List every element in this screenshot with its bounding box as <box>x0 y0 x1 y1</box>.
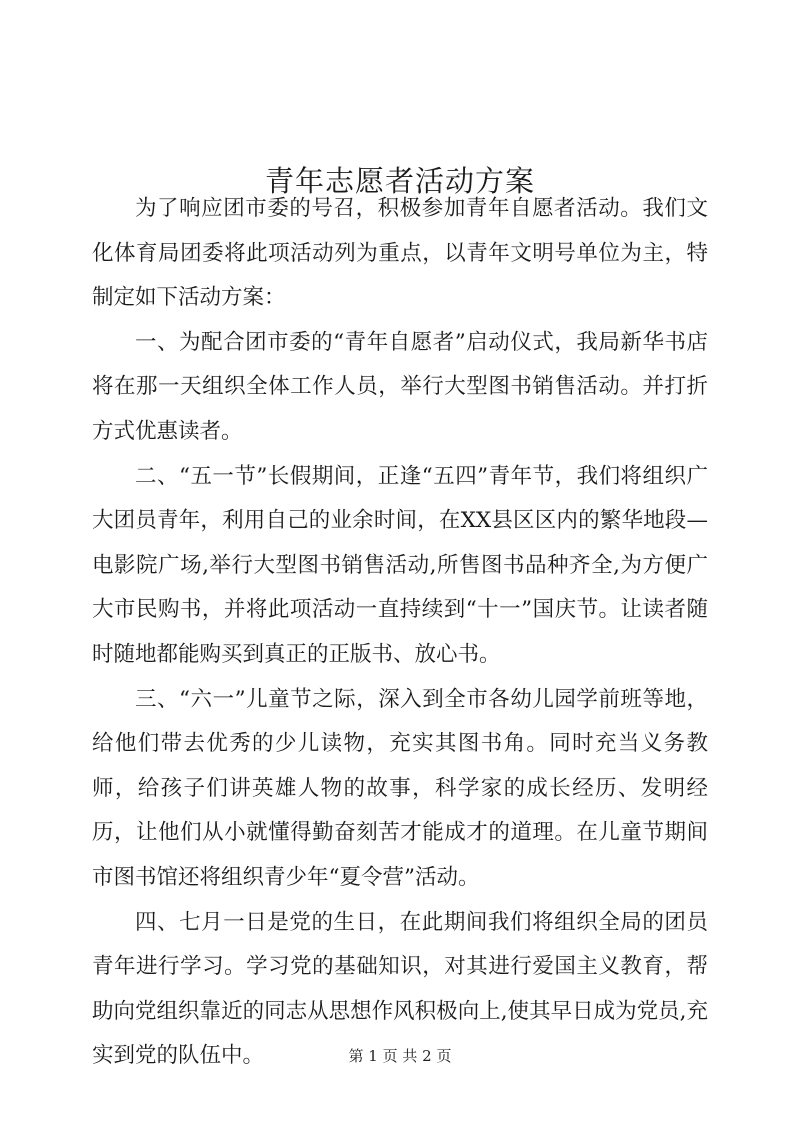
document-title: 青年志愿者活动方案 <box>264 164 535 199</box>
paragraph-item-3: 三、“六一”儿童节之际，深入到全市各幼儿园学前班等地，给他们带去优秀的少儿读物，充实其图书角。同时充当义务教师，给孩子们讲英雄人物的故事，科学家的成长经历、发明经历，让他们从小就懂得勤奋刻苦才能成才的道理。在儿童节期间市图书馆还将组织青少年“夏令营”活动。 <box>92 686 708 890</box>
paragraph-item-1: 一、为配合团市委的“青年自愿者”启动仪式，我局新华书店将在那一天组织全体工作人员，举行大型图书销售活动。并打折方式优惠读者。 <box>92 329 708 444</box>
document-body <box>92 187 708 1079</box>
paragraph-item-2: 二、“五一节”长假期间，正逢“五四”青年节，我们将组织广大团员青年，利用自己的业余时间，在XX县区区内的繁华地段—电影院广场,举行大型图书销售活动,所售图书品种齐全,为方便广大市民购书，并将此项活动一直持续到“十一”国庆节。让读者随时随地都能购买到真正的正版书、放心书。 <box>92 463 708 667</box>
paragraph-intro: 为了响应团市委的号召，积极参加青年自愿者活动。我们文化体育局团委将此项活动列为重点，以青年文明号单位为主，特制定如下活动方案： <box>92 196 708 311</box>
paragraph-item-4: 四、七月一日是党的生日，在此期间我们将组织全局的团员青年进行学习。学习党的基础知识，对其进行爱国主义教育，帮助向党组织靠近的同志从思想作风积极向上,使其早日成为党员,充实到党的队伍中。 <box>92 909 708 1069</box>
page-number-footer: 第 1 页 共 2 页 <box>348 1047 452 1065</box>
